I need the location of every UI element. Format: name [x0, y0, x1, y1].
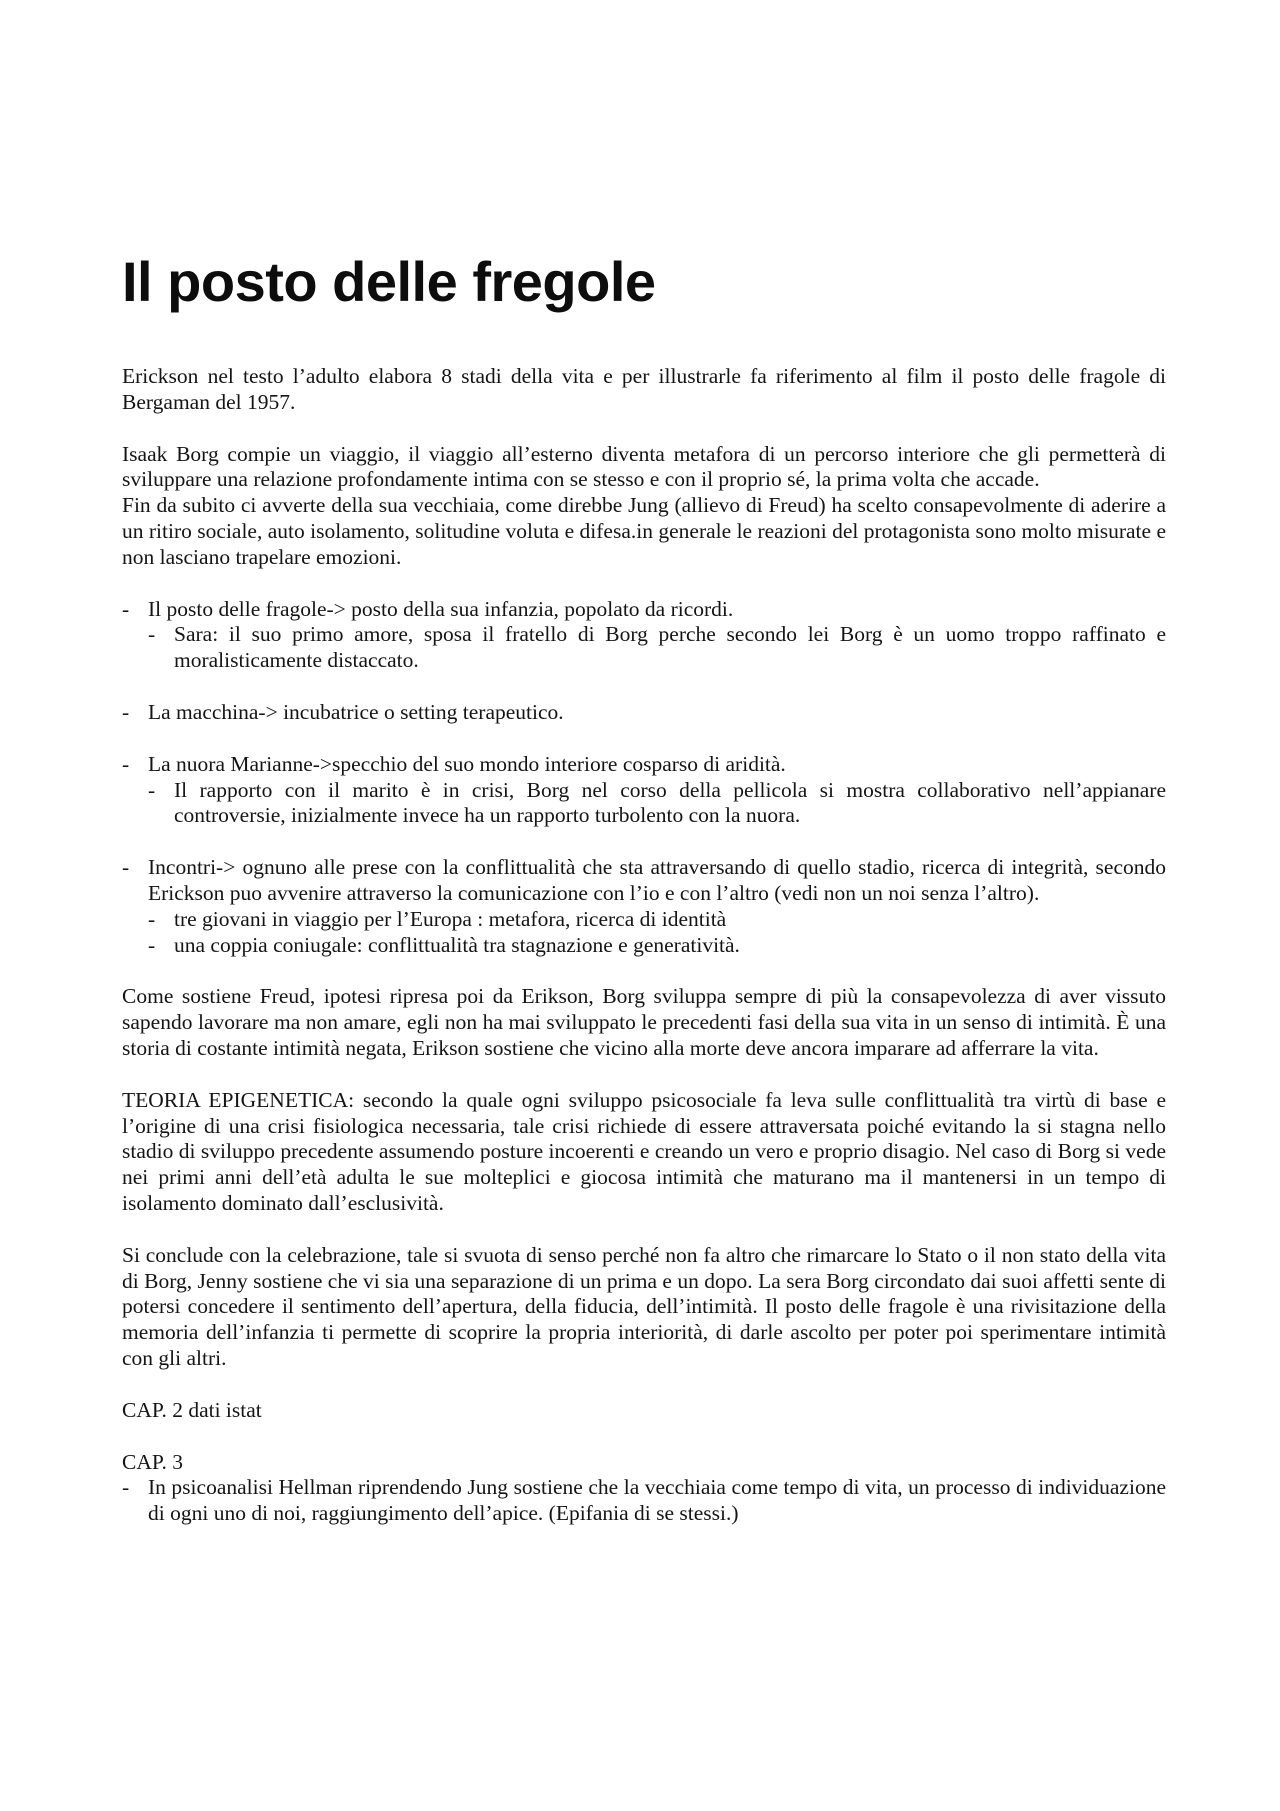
- film-elements-list: [122, 597, 1166, 959]
- list-item: [122, 597, 1166, 674]
- freud-paragraph: Come sostiene Freud, ipotesi ripresa poi da Erikson, Borg sviluppa sempre di più la consapevolezza di aver vissuto sapendo lavorare ma non amare, egli non ha mai sviluppato le precedenti fasi della sua vita in un senso di intimità. È una storia di costante intimità negata, Erikson sostiene che vicino alla morte deve ancora imparare ad afferrare la vita.: [122, 984, 1166, 1060]
- intro-paragraph: Erickson nel testo l’adulto elabora 8 stadi della vita e per illustrarle fa riferimento al film il posto delle fragole di Bergaman del 1957.: [122, 364, 1166, 414]
- sub-list-item: - tre giovani in viaggio per l’Europa : metafora, ricerca di identità: [148, 907, 1166, 933]
- epigenetic-theory-paragraph: TEORIA EPIGENETICA: secondo la quale ogni sviluppo psicosociale fa leva sulle conflittualità tra virtù di base e l’origine di una crisi fisiologica necessaria, tale crisi richiede di essere attraversata poiché evitando la si stagna nello stadio di sviluppo precedente assumendo posture incoerenti e creando un vero e proprio disagio. Nel caso di Borg si vede nei primi anni dell’età adulta le sue molteplici e giocosa intimità che maturano ma il mantenersi in un tempo di isolamento dominato dall’esclusività.: [122, 1087, 1166, 1215]
- sub-list: [148, 907, 1166, 959]
- conclusion-paragraph: Si conclude con la celebrazione, tale si svuota di senso perché non fa altro che rimarcare lo Stato o il non stato della vita di Borg, Jenny sostiene che vi sia una separazione di un prima e un dopo. La sera Borg circondato dai suoi affetti sente di potersi concedere il sentimento dell’apertura, della fiducia, dell’intimità. Il posto delle fragole è una rivisitazione della memoria dell’infanzia ti permette di scoprire la propria interiorità, di darle ascolto per poter poi sperimentare intimità con gli altri.: [122, 1242, 1166, 1370]
- list-item-text: Incontri-> ognuno alle prese con la conflittualità che sta attraversando di quello stadio, ricerca di integrità, secondo Erickson puo avvenire attraverso la comunicazione con l’io e con l’altro (vedi non un noi senza l’altro).: [148, 855, 1166, 905]
- sub-list: [148, 622, 1166, 674]
- sub-list-item: - Sara: il suo primo amore, sposa il fratello di Borg perche secondo lei Borg è un uomo troppo raffinato e moralisticamente distaccato.: [148, 622, 1166, 674]
- chapter-3-heading: CAP. 3: [122, 1449, 183, 1474]
- journey-paragraph: Isaak Borg compie un viaggio, il viaggio all’esterno diventa metafora di un percorso interiore che gli permetterà di sviluppare una relazione profondamente intima con se stesso e con il proprio sé, la prima volta che accade.: [122, 441, 1166, 492]
- old-age-paragraph: Fin da subito ci avverte della sua vecchiaia, come direbbe Jung (allievo di Freud) ha scelto consapevolmente di aderire a un ritiro sociale, auto isolamento, solitudine voluta e difesa.in generale le reazioni del protagonista sono molto misurate e non lasciano trapelare emozioni.: [122, 493, 1166, 569]
- list-item-text: Il posto delle fragole-> posto della sua infanzia, popolato da ricordi.: [148, 596, 734, 621]
- list-item-text: La macchina-> incubatrice o setting terapeutico.: [148, 699, 564, 724]
- chapter-3-list: [122, 1475, 1166, 1527]
- list-item: [122, 855, 1166, 958]
- document-title: Il posto delle fregole: [122, 250, 656, 313]
- chapter-2-heading: CAP. 2 dati istat: [122, 1397, 262, 1422]
- list-item: - In psicoanalisi Hellman riprendendo Jung sostiene che la vecchiaia come tempo di vita, un processo di individuazione di ogni uno di noi, raggiungimento dell’apice. (Epifania di se stessi.): [122, 1475, 1166, 1527]
- list-item-text: La nuora Marianne->specchio del suo mondo interiore cosparso di aridità.: [148, 751, 786, 776]
- list-item: [122, 700, 1166, 726]
- sub-list: [148, 778, 1166, 830]
- document-page: [122, 250, 1166, 1527]
- list-item: [122, 752, 1166, 829]
- sub-list-item: - Il rapporto con il marito è in crisi, Borg nel corso della pellicola si mostra collaborativo nell’appianare controversie, inizialmente invece ha un rapporto turbolento con la nuora.: [148, 778, 1166, 830]
- sub-list-item: - una coppia coniugale: conflittualità tra stagnazione e generatività.: [148, 933, 1166, 959]
